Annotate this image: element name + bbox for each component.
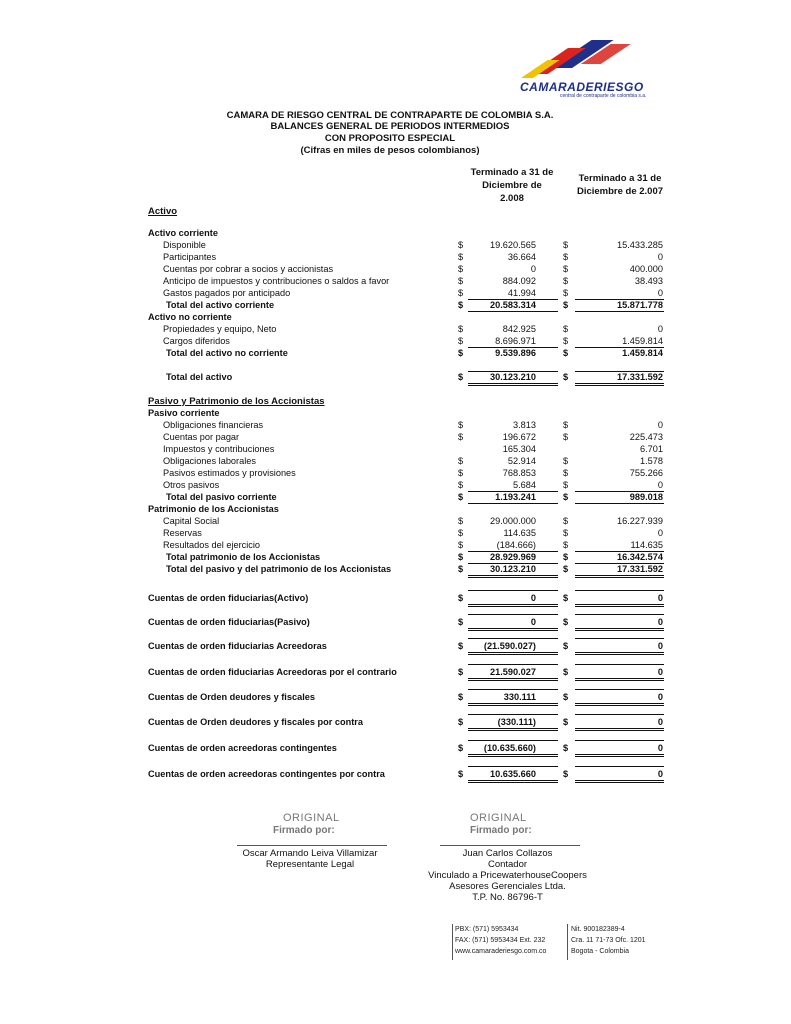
currency-symbol: $ (563, 617, 569, 627)
col1-line3: 2.008 (500, 193, 524, 204)
row-label: Gastos pagados por anticipado (163, 288, 291, 298)
overline (575, 664, 664, 665)
value-2008: 36.664 (507, 252, 536, 262)
currency-symbol: $ (563, 692, 569, 702)
double-underline (468, 652, 558, 653)
currency-symbol: $ (563, 324, 569, 334)
signed-by-left: Firmado por: (273, 825, 335, 836)
double-underline (468, 385, 558, 386)
value-2007: 400.000 (629, 264, 663, 274)
double-underline (575, 678, 664, 679)
value-2008: 330.111 (503, 692, 536, 702)
currency-symbol: $ (563, 641, 569, 651)
double-underline (468, 628, 558, 629)
overline (468, 714, 558, 715)
overline (468, 614, 558, 615)
row-label: Cuentas de orden fiduciarias Acreedoras por el contrario (148, 667, 397, 677)
value-2008: (330.111) (497, 717, 536, 727)
section-pasivo-patrimonio: Pasivo y Patrimonio de los Accionistas (148, 396, 325, 407)
row-label: Cuentas de orden fiduciarias Acreedoras (148, 641, 327, 651)
table-row (0, 288, 791, 300)
value-2008: 196.672 (502, 432, 536, 442)
value-2008: 0 (530, 617, 536, 627)
report-subtitle: CON PROPOSITO ESPECIAL (324, 133, 456, 144)
double-underline (468, 383, 558, 384)
currency-symbol: $ (458, 769, 464, 779)
value-2008: (184.666) (496, 540, 536, 550)
overline (575, 740, 664, 741)
value-2007: 38.493 (634, 276, 663, 286)
signature-line-left (237, 845, 387, 846)
value-2007: 17.331.592 (617, 564, 663, 574)
table-row (0, 504, 791, 516)
overline (575, 371, 664, 372)
report-units: (Cifras en miles de pesos colombianos) (300, 145, 480, 156)
value-2008: 0 (530, 593, 536, 603)
value-2008: 768.853 (502, 468, 536, 478)
double-underline (575, 780, 664, 781)
value-2007: 0 (657, 743, 663, 753)
footer-contact (452, 924, 546, 960)
value-2007: 16.227.939 (617, 516, 663, 526)
table-row (0, 492, 791, 504)
currency-symbol: $ (563, 769, 569, 779)
col1-line1: Terminado a 31 de (470, 167, 554, 178)
value-2008: 884.092 (502, 276, 536, 286)
double-underline (468, 577, 558, 578)
row-label: Total del activo corriente (166, 300, 275, 310)
value-2008: 842.925 (502, 324, 536, 334)
currency-symbol: $ (563, 468, 569, 478)
double-underline (468, 678, 558, 679)
row-label: Pasivo corriente (148, 408, 220, 418)
currency-symbol: $ (458, 692, 464, 702)
overline (575, 347, 664, 348)
double-underline (468, 604, 558, 605)
double-underline (575, 604, 664, 605)
overline (575, 714, 664, 715)
column-header-2007 (565, 172, 675, 198)
currency-symbol: $ (458, 432, 464, 442)
signed-by-right: Firmado por: (470, 825, 532, 836)
double-underline (468, 606, 558, 607)
overline (468, 766, 558, 767)
row-label: Total del activo no corriente (166, 348, 288, 358)
currency-symbol: $ (563, 336, 569, 346)
row-label: Activo corriente (148, 228, 218, 238)
double-underline (468, 630, 558, 631)
double-underline (468, 575, 558, 576)
double-underline (575, 385, 664, 386)
currency-symbol: $ (563, 240, 569, 250)
row-label: Patrimonio de los Accionistas (148, 504, 279, 514)
currency-symbol: $ (458, 288, 464, 298)
value-2008: 5.684 (513, 480, 536, 490)
report-title: BALANCES GENERAL DE PERIODOS INTERMEDIOS (270, 121, 510, 132)
double-underline (575, 577, 664, 578)
value-2008: 1.193.241 (495, 492, 536, 502)
table-row (0, 312, 791, 324)
original-stamp-right: ORIGINAL (470, 812, 527, 824)
table-row (0, 540, 791, 552)
overline (468, 664, 558, 665)
double-underline (575, 628, 664, 629)
table-row (0, 717, 791, 729)
table-row (0, 468, 791, 480)
currency-symbol: $ (458, 336, 464, 346)
value-2007: 15.871.778 (617, 300, 663, 310)
currency-symbol: $ (563, 540, 569, 550)
currency-symbol: $ (563, 432, 569, 442)
table-row (0, 552, 791, 564)
value-2007: 6.701 (640, 444, 663, 454)
value-2007: 0 (657, 420, 663, 430)
overline (468, 563, 558, 564)
currency-symbol: $ (563, 252, 569, 262)
value-2008: 30.123.210 (490, 372, 536, 382)
currency-symbol: $ (563, 528, 569, 538)
currency-symbol: $ (458, 492, 464, 502)
double-underline (468, 780, 558, 781)
value-2008: 41.994 (507, 288, 536, 298)
value-2008: 9.539.896 (495, 348, 536, 358)
currency-symbol: $ (563, 564, 569, 574)
value-2007: 17.331.592 (617, 372, 663, 382)
row-label: Obligaciones financieras (163, 420, 264, 430)
footer-phone: PBX: (571) 5953434 (455, 926, 519, 933)
currency-symbol: $ (458, 617, 464, 627)
currency-symbol: $ (458, 264, 464, 274)
footer-city: Bogota - Colombia (571, 948, 629, 955)
double-underline (575, 606, 664, 607)
double-underline (575, 575, 664, 576)
currency-symbol: $ (563, 264, 569, 274)
value-2007: 0 (657, 480, 663, 490)
double-underline (468, 756, 558, 757)
signer-legal-rep (200, 848, 420, 870)
currency-symbol: $ (563, 300, 569, 310)
currency-symbol: $ (458, 420, 464, 430)
currency-symbol: $ (458, 348, 464, 358)
footer-address (567, 924, 646, 960)
double-underline (575, 654, 664, 655)
value-2008: 0 (530, 264, 536, 274)
currency-symbol: $ (458, 516, 464, 526)
double-underline (468, 730, 558, 731)
table-row (0, 432, 791, 444)
table-row (0, 641, 791, 653)
row-label: Capital Social (163, 516, 220, 526)
row-label: Cuentas de orden acreedoras contingentes por contra (148, 769, 385, 779)
table-row (0, 667, 791, 679)
footer-street: Cra. 11 71-73 Ofc. 1201 (571, 937, 646, 944)
value-2007: 0 (657, 593, 663, 603)
double-underline (575, 730, 664, 731)
currency-symbol: $ (458, 324, 464, 334)
table-row (0, 593, 791, 605)
currency-symbol: $ (458, 372, 464, 382)
table-row (0, 408, 791, 420)
double-underline (468, 705, 558, 706)
value-2007: 1.459.814 (622, 348, 663, 358)
row-label: Cuentas de Orden deudores y fiscales (148, 692, 315, 702)
currency-symbol: $ (458, 468, 464, 478)
value-2007: 0 (657, 717, 663, 727)
footer-nit: Nit. 900182389-4 (571, 926, 625, 933)
footer-website[interactable]: www.camaraderiesgo.com.co (455, 948, 547, 955)
currency-symbol: $ (458, 276, 464, 286)
value-2007: 15.433.285 (617, 240, 663, 250)
value-2007: 114.635 (630, 540, 663, 550)
table-row (0, 564, 791, 576)
value-2008: 28.929.969 (490, 552, 536, 562)
value-2008: 52.914 (507, 456, 536, 466)
overline (468, 347, 558, 348)
row-label: Cuentas de orden fiduciarias(Pasivo) (148, 617, 310, 627)
overline (575, 638, 664, 639)
value-2008: (10.635.660) (483, 743, 536, 753)
currency-symbol: $ (458, 641, 464, 651)
table-row (0, 692, 791, 704)
table-row (0, 348, 791, 360)
logo-wordmark: CAMARADERIESGO (520, 80, 644, 94)
double-underline (575, 652, 664, 653)
currency-symbol: $ (458, 552, 464, 562)
company-name: CAMARA DE RIESGO CENTRAL DE CONTRAPARTE DE COLOMBIA S.A. (226, 110, 554, 121)
double-underline (468, 680, 558, 681)
value-2007: 0 (657, 252, 663, 262)
row-label: Otros pasivos (163, 480, 220, 490)
currency-symbol: $ (563, 456, 569, 466)
double-underline (575, 728, 664, 729)
currency-symbol: $ (563, 288, 569, 298)
overline (575, 689, 664, 690)
double-underline (468, 703, 558, 704)
currency-symbol: $ (458, 240, 464, 250)
row-label: Total patrimonio de los Accionistas (166, 552, 321, 562)
value-2008: 21.590.027 (490, 667, 536, 677)
table-row (0, 516, 791, 528)
footer-fax: FAX: (571) 5953434 Ext. 232 (455, 937, 546, 944)
value-2008: (21.590.027) (483, 641, 536, 651)
overline (575, 299, 664, 300)
row-label: Obligaciones laborales (163, 456, 256, 466)
signer-role: Representante Legal (265, 859, 355, 870)
table-row (0, 617, 791, 629)
overline (468, 590, 558, 591)
value-2008: 114.635 (503, 528, 536, 538)
logo-tagline: central de contraparte de colombia s.a. (560, 93, 647, 99)
value-2007: 0 (657, 692, 663, 702)
currency-symbol: $ (458, 717, 464, 727)
row-label: Participantes (163, 252, 217, 262)
currency-symbol: $ (563, 667, 569, 677)
original-stamp-left: ORIGINAL (283, 812, 340, 824)
currency-symbol: $ (458, 456, 464, 466)
double-underline (468, 782, 558, 783)
value-2007: 0 (657, 528, 663, 538)
double-underline (575, 782, 664, 783)
double-underline (468, 654, 558, 655)
value-2007: 989.018 (629, 492, 663, 502)
value-2007: 225.473 (629, 432, 663, 442)
currency-symbol: $ (563, 276, 569, 286)
row-label: Cuentas de orden fiduciarias(Activo) (148, 593, 309, 603)
value-2008: 8.696.971 (495, 336, 536, 346)
table-row (0, 300, 791, 312)
value-2007: 0 (657, 667, 663, 677)
currency-symbol: $ (458, 564, 464, 574)
value-2008: 20.583.314 (490, 300, 536, 310)
row-label: Resultados del ejercicio (163, 540, 261, 550)
currency-symbol: $ (458, 300, 464, 310)
signature-line-right (440, 845, 580, 846)
table-row (0, 240, 791, 252)
currency-symbol: $ (563, 743, 569, 753)
table-row (0, 420, 791, 432)
currency-symbol: $ (563, 492, 569, 502)
currency-symbol: $ (458, 480, 464, 490)
currency-symbol: $ (458, 667, 464, 677)
table-row (0, 769, 791, 781)
currency-symbol: $ (563, 593, 569, 603)
table-row (0, 480, 791, 492)
overline (575, 766, 664, 767)
signer-accountant (400, 848, 615, 903)
double-underline (468, 754, 558, 755)
row-label: Activo no corriente (148, 312, 232, 322)
row-label: Total del activo (166, 372, 233, 382)
currency-symbol: $ (458, 743, 464, 753)
double-underline (575, 705, 664, 706)
signer-name: Oscar Armando Leiva Villamizar (242, 848, 378, 859)
row-label: Total del pasivo y del patrimonio de los Accionistas (166, 564, 392, 574)
table-row (0, 276, 791, 288)
value-2007: 0 (657, 641, 663, 651)
currency-symbol: $ (563, 717, 569, 727)
overline (575, 563, 664, 564)
overline (468, 371, 558, 372)
table-row (0, 252, 791, 264)
value-2008: 30.123.210 (490, 564, 536, 574)
table-row (0, 228, 791, 240)
value-2007: 0 (657, 288, 663, 298)
value-2008: 3.813 (513, 420, 536, 430)
value-2008: 29.000.000 (490, 516, 536, 526)
table-row (0, 372, 791, 384)
row-label: Cuentas de Orden deudores y fiscales por contra (148, 717, 363, 727)
value-2007: 1.459.814 (622, 336, 663, 346)
row-label: Cuentas de orden acreedoras contingentes (148, 743, 337, 753)
row-label: Reservas (163, 528, 202, 538)
table-row (0, 264, 791, 276)
double-underline (575, 383, 664, 384)
currency-symbol: $ (458, 252, 464, 262)
section-activo: Activo (148, 206, 178, 217)
signer-role: Contador (487, 859, 528, 870)
signer-name: Juan Carlos Collazos (462, 848, 553, 859)
column-header-2008 (462, 166, 562, 205)
currency-symbol: $ (563, 372, 569, 382)
overline (575, 614, 664, 615)
currency-symbol: $ (563, 348, 569, 358)
overline (468, 299, 558, 300)
signer-license: T.P. No. 86796-T (472, 892, 543, 903)
row-label: Cargos diferidos (163, 336, 230, 346)
value-2008: 10.635.660 (490, 769, 536, 779)
value-2007: 0 (657, 324, 663, 334)
table-row (0, 743, 791, 755)
row-label: Pasivos estimados y provisiones (163, 468, 296, 478)
value-2007: 1.578 (640, 456, 663, 466)
double-underline (575, 756, 664, 757)
table-row (0, 456, 791, 468)
overline (468, 638, 558, 639)
table-row (0, 528, 791, 540)
value-2008: 19.620.565 (490, 240, 536, 250)
row-label: Impuestos y contribuciones (163, 444, 275, 454)
currency-symbol: $ (458, 528, 464, 538)
table-row (0, 324, 791, 336)
double-underline (575, 703, 664, 704)
row-label: Total del pasivo corriente (166, 492, 277, 502)
row-label: Propiedades y equipo, Neto (163, 324, 277, 334)
double-underline (575, 680, 664, 681)
row-label: Cuentas por pagar (163, 432, 240, 442)
signer-firm: Asesores Gerenciales Ltda. (449, 881, 566, 892)
row-label: Disponible (163, 240, 206, 250)
double-underline (575, 630, 664, 631)
signer-affiliation: Vinculado a PricewaterhouseCoopers (428, 870, 587, 881)
value-2007: 0 (657, 617, 663, 627)
value-2007: 16.342.574 (617, 552, 663, 562)
double-underline (468, 728, 558, 729)
col2-line2: Diciembre de 2.007 (576, 186, 664, 197)
currency-symbol: $ (563, 420, 569, 430)
table-row (0, 444, 791, 456)
overline (468, 740, 558, 741)
currency-symbol: $ (458, 540, 464, 550)
table-row (0, 336, 791, 348)
value-2007: 0 (657, 769, 663, 779)
col2-line1: Terminado a 31 de (578, 173, 662, 184)
value-2008: 165.304 (502, 444, 536, 454)
currency-symbol: $ (563, 552, 569, 562)
col1-line2: Diciembre de (482, 180, 542, 191)
overline (468, 689, 558, 690)
overline (575, 590, 664, 591)
double-underline (575, 754, 664, 755)
value-2007: 755.266 (629, 468, 663, 478)
currency-symbol: $ (458, 593, 464, 603)
row-label: Cuentas por cobrar a socios y accionistas (163, 264, 334, 274)
currency-symbol: $ (563, 516, 569, 526)
currency-symbol: $ (563, 480, 569, 490)
row-label: Anticipo de impuestos y contribuciones o saldos a favor (163, 276, 390, 286)
